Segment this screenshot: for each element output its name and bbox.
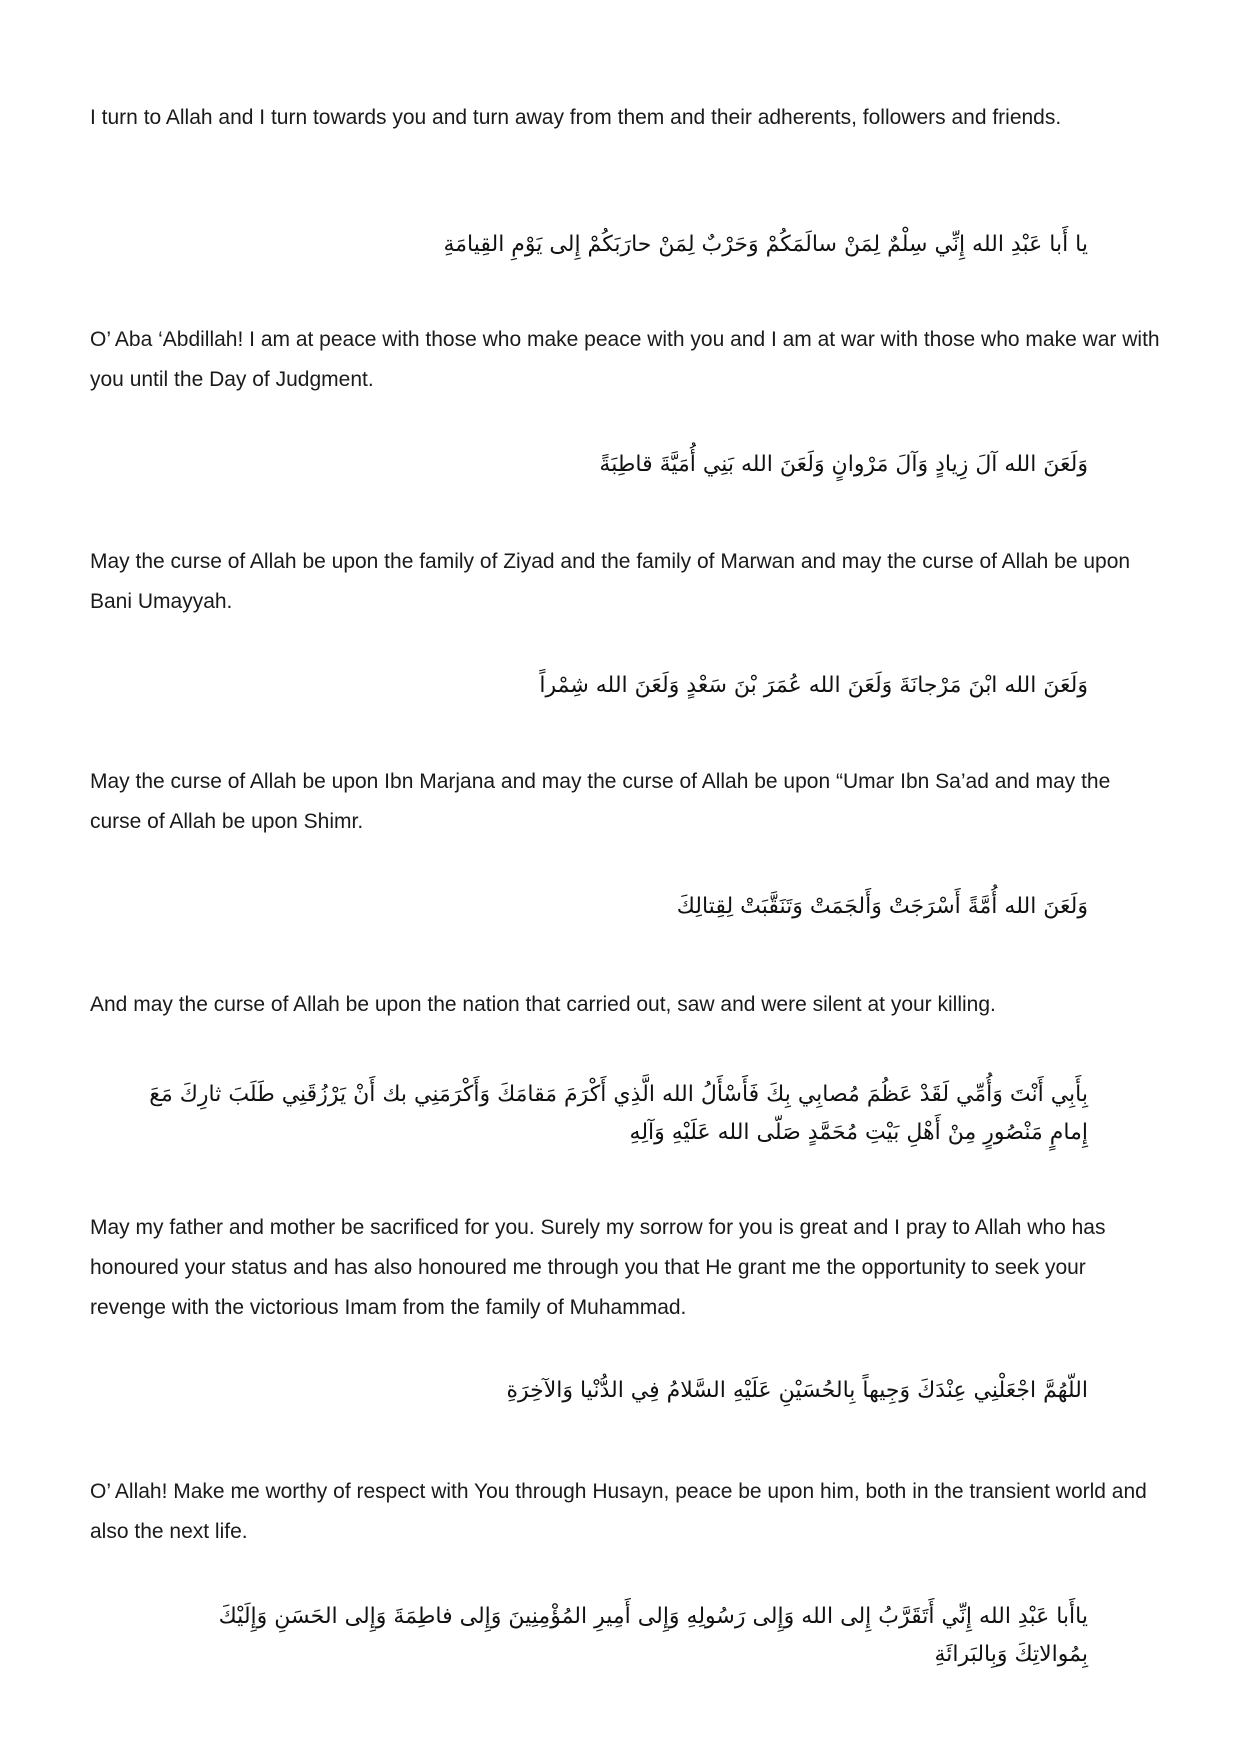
arabic-verse: يا أَبا عَبْدِ الله إِنِّي سِلْمٌ لِمَنْ سالَمَكُمْ وَحَرْبٌ لِمَنْ حارَبَكُمْ إِلى يَوْمِ القِيامَةِ bbox=[443, 232, 1088, 257]
arabic-verse: ياأَبا عَبْدِ الله إِنِّي أَتَقَرَّبُ إِلى الله وَإِلى رَسُولِهِ وَإِلى أَمِيرِ المُؤْمِنِينَ وَإِلى فاطِمَةَ وَإِلى الحَسَنِ وَإِلَيْكَ بِمُوالاتِكَ وَبِالبَرائَةِ bbox=[218, 1604, 1088, 1667]
arabic-verse: اللّهُمَّ اجْعَلْنِي عِنْدَكَ وَجِيهاً بِالحُسَيْنِ عَلَيْهِ السَّلامُ فِي الدُّنْيا وَالآخِرَةِ bbox=[506, 1378, 1088, 1403]
arabic-verse: وَلَعَنَ الله ابْنَ مَرْجانَةَ وَلَعَنَ الله عُمَرَ بْنَ سَعْدٍ وَلَعَنَ الله شِمْراً bbox=[539, 673, 1088, 698]
translation-paragraph: O’ Aba ‘Abdillah! I am at peace with those who make peace with you and I am at war with those who make war with you until the Day of Judgment. bbox=[90, 328, 1160, 391]
translation-paragraph: May the curse of Allah be upon Ibn Marjana and may the curse of Allah be upon “Umar Ibn Sa’ad and may the curse of Allah be upon Shimr. bbox=[90, 770, 1111, 833]
arabic-verse: وَلَعَنَ الله آلَ زِيادٍ وَآلَ مَرْوانٍ وَلَعَنَ الله بَنِي أُمَيَّةَ قاطِبَةً bbox=[599, 452, 1088, 477]
translation-paragraph: And may the curse of Allah be upon the nation that carried out, saw and were silent at your killing. bbox=[90, 993, 996, 1016]
translation-paragraph: May my father and mother be sacrificed for you. Surely my sorrow for you is great and I pray to Allah who has honoured your status and has also honoured me through you that He grant me the opportunity to seek your revenge with the victorious Imam from the family of Muhammad. bbox=[90, 1216, 1106, 1319]
translation-paragraph: O’ Allah! Make me worthy of respect with You through Husayn, peace be upon him, both in the transient world and also the next life. bbox=[90, 1480, 1147, 1543]
arabic-verse: بِأَبِي أَنْتَ وَأُمِّي لَقَدْ عَظُمَ مُصابِي بِكَ فَأَسْأَلُ الله الَّذِي أَكْرَمَ مَقامَكَ وَأَكْرَمَنِي بك أَنْ يَرْزُقَنِي طَلَبَ ثارِكَ مَعَ إِمامٍ مَنْصُورٍ مِنْ أَهْلِ بَيْتِ مُحَمَّدٍ صَلّى الله عَلَيْهِ وَآلِهِ bbox=[149, 1082, 1088, 1145]
arabic-verse: وَلَعَنَ الله أُمَّةً أَسْرَجَتْ وَأَلجَمَتْ وَتَنَقَّبَتْ لِقِتالِكَ bbox=[676, 894, 1088, 919]
translation-paragraph: I turn to Allah and I turn towards you and turn away from them and their adherents, followers and friends. bbox=[90, 106, 1062, 129]
translation-paragraph: May the curse of Allah be upon the family of Ziyad and the family of Marwan and may the curse of Allah be upon Bani Umayyah. bbox=[90, 550, 1131, 613]
